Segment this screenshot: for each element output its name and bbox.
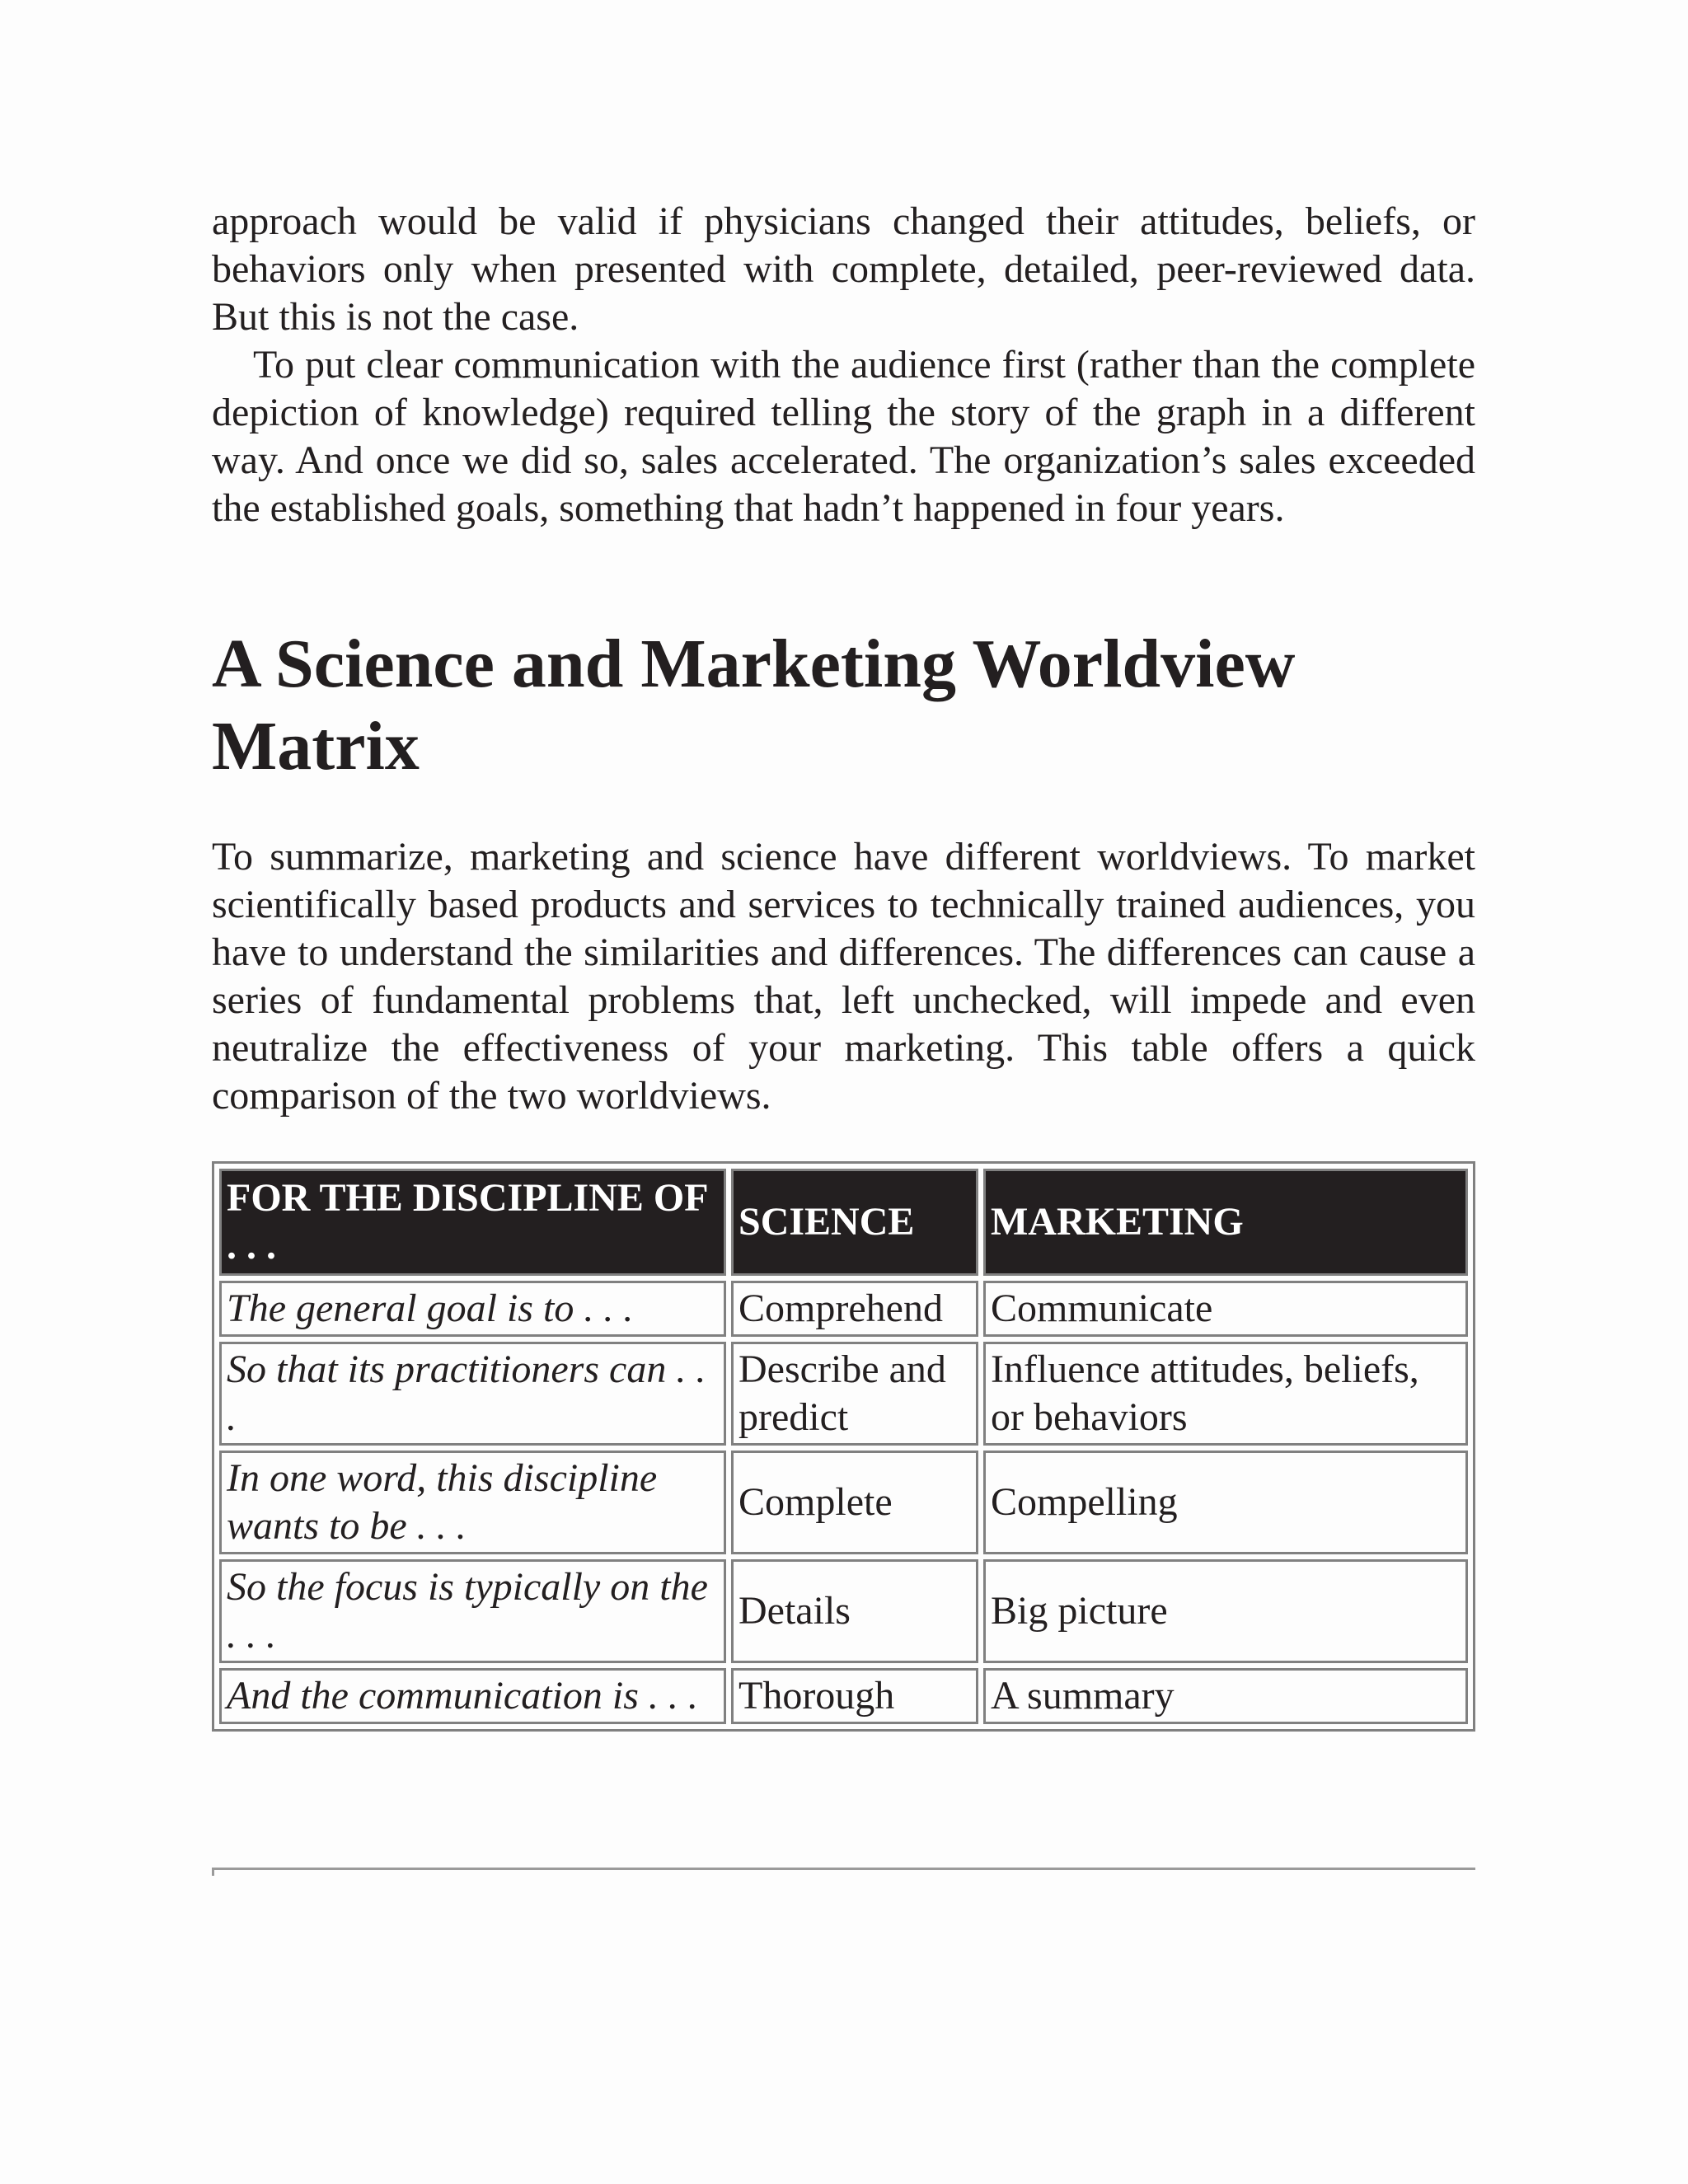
header-discipline: FOR THE DISCIPLINE OF . . . — [219, 1169, 726, 1276]
table-row — [219, 1559, 1468, 1663]
summary-paragraph: To summarize, marketing and science have different worldviews. To market scientifically based products and services to technically trained audiences, you have to understand the similarities and differences. The differences can cause a series of fundamental problems that, left unchecked, will impede and even neutralize the effectiveness of your marketing. This table offers a quick comparison of the two worldviews. — [212, 835, 1475, 1118]
table-row — [219, 1451, 1468, 1554]
body-paragraph: To put clear communication with the audience first (rather than the complete depiction of knowledge) required telling the story of the graph in a different way. And once we did so, sales accelerated. The organization’s sales exceeded the established goals, something that hadn’t happened in four years. — [212, 343, 1475, 530]
table-row — [219, 1281, 1468, 1337]
row-label: In one word, this discipline wants to be . . . — [219, 1451, 726, 1554]
worldview-matrix-table — [212, 1161, 1475, 1732]
row-label: And the communication is . . . — [219, 1668, 726, 1724]
marketing-cell: Communicate — [983, 1281, 1468, 1337]
table-header-row — [219, 1169, 1468, 1276]
science-cell: Describe and predict — [731, 1342, 978, 1446]
header-science: SCIENCE — [731, 1169, 978, 1276]
row-label: So the focus is typically on the . . . — [219, 1559, 726, 1663]
marketing-cell: A summary — [983, 1668, 1468, 1724]
header-marketing: MARKETING — [983, 1169, 1468, 1276]
divider-tick — [212, 1868, 214, 1876]
horizontal-divider — [212, 1868, 1475, 1870]
row-label: The general goal is to . . . — [219, 1281, 726, 1337]
science-cell: Complete — [731, 1451, 978, 1554]
science-cell: Thorough — [731, 1668, 978, 1724]
section-heading: A Science and Marketing Worldview Matrix — [212, 626, 1296, 785]
marketing-cell: Compelling — [983, 1451, 1468, 1554]
table-row — [219, 1668, 1468, 1724]
table-row — [219, 1342, 1468, 1446]
marketing-cell: Big picture — [983, 1559, 1468, 1663]
science-cell: Details — [731, 1559, 978, 1663]
page-content — [212, 198, 1475, 1732]
body-paragraph: approach would be valid if physicians changed their attitudes, beliefs, or behaviors only when presented with complete, detailed, peer-reviewed data. But this is not the case. — [212, 199, 1475, 339]
science-cell: Comprehend — [731, 1281, 978, 1337]
row-label: So that its practitioners can . . . — [219, 1342, 726, 1446]
marketing-cell: Influence attitudes, beliefs, or behaviors — [983, 1342, 1468, 1446]
